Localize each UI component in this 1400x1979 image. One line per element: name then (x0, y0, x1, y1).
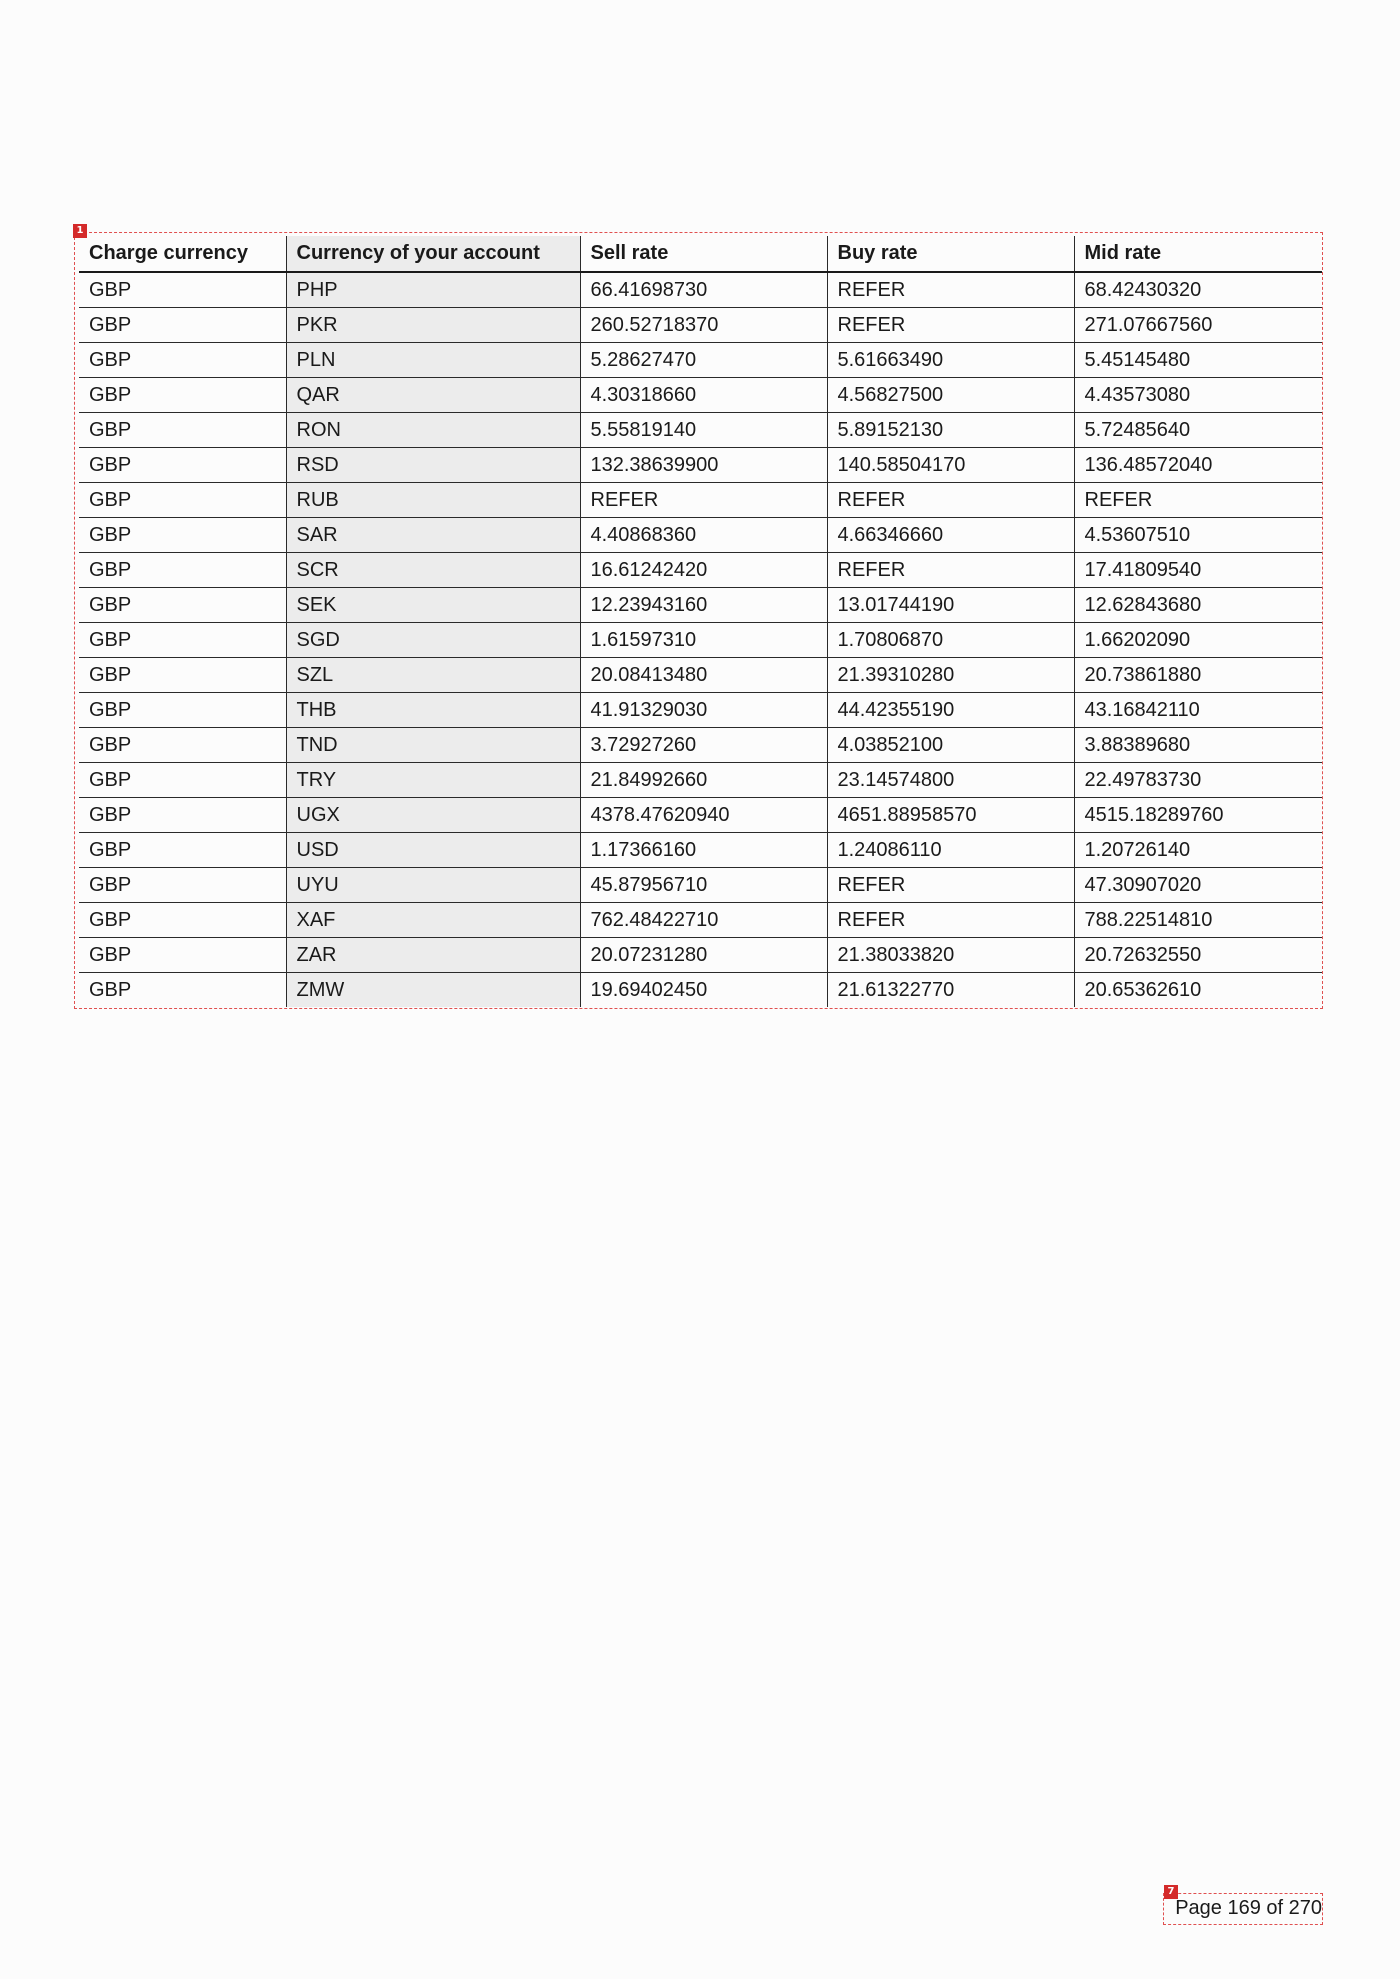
table-row (79, 728, 1322, 763)
buy-rate-cell: 1.70806870 (827, 623, 1074, 658)
sell-rate-cell: 4378.47620940 (580, 798, 827, 833)
charge-currency-cell: GBP (79, 728, 286, 763)
account-currency-cell: SCR (286, 553, 580, 588)
charge-currency-cell: GBP (79, 938, 286, 973)
table-body (79, 272, 1322, 1007)
charge-currency-cell: GBP (79, 413, 286, 448)
table-row (79, 798, 1322, 833)
buy-rate-cell: 44.42355190 (827, 693, 1074, 728)
mid-rate-cell: 22.49783730 (1074, 763, 1322, 798)
sell-rate-cell: 20.08413480 (580, 658, 827, 693)
table-row (79, 938, 1322, 973)
charge-currency-cell: GBP (79, 588, 286, 623)
charge-currency-cell: GBP (79, 658, 286, 693)
account-currency-cell: TRY (286, 763, 580, 798)
buy-rate-cell: REFER (827, 553, 1074, 588)
charge-currency-cell: GBP (79, 868, 286, 903)
charge-currency-cell: GBP (79, 272, 286, 308)
mid-rate-cell: 43.16842110 (1074, 693, 1322, 728)
sell-rate-cell: 1.17366160 (580, 833, 827, 868)
table-row (79, 973, 1322, 1008)
page-number: Page 169 of 270 (1175, 1897, 1322, 1919)
header-sell-rate: Sell rate (580, 236, 827, 272)
sell-rate-cell: REFER (580, 483, 827, 518)
account-currency-cell: RUB (286, 483, 580, 518)
buy-rate-cell: 5.61663490 (827, 343, 1074, 378)
mid-rate-cell: 5.45145480 (1074, 343, 1322, 378)
region-marker-table: 1 (73, 224, 87, 238)
account-currency-cell: USD (286, 833, 580, 868)
account-currency-cell: SEK (286, 588, 580, 623)
account-currency-cell: PHP (286, 272, 580, 308)
charge-currency-cell: GBP (89, 978, 132, 1001)
table-row (79, 413, 1322, 448)
buy-rate-cell: 21.39310280 (827, 658, 1074, 693)
mid-rate-cell: 1.66202090 (1074, 623, 1322, 658)
region-marker-footer: 7 (1164, 1885, 1178, 1899)
mid-rate-cell: 5.72485640 (1074, 413, 1322, 448)
charge-currency-cell: GBP (79, 343, 286, 378)
mid-rate-cell: 20.65362610 (1074, 973, 1322, 1008)
mid-rate-cell: 788.22514810 (1074, 903, 1322, 938)
table-row (79, 553, 1322, 588)
table-row (79, 763, 1322, 798)
account-currency-cell: RSD (286, 448, 580, 483)
account-currency-cell: SZL (286, 658, 580, 693)
table-row (79, 272, 1322, 308)
table-row (79, 518, 1322, 553)
sell-rate-cell: 66.41698730 (580, 272, 827, 308)
charge-currency-cell: GBP (79, 483, 286, 518)
mid-rate-cell: 47.30907020 (1074, 868, 1322, 903)
buy-rate-cell: 1.24086110 (827, 833, 1074, 868)
exchange-rates-table (79, 236, 1322, 1007)
buy-rate-cell: 13.01744190 (827, 588, 1074, 623)
table-header-row (79, 236, 1322, 272)
mid-rate-cell: 4.43573080 (1074, 378, 1322, 413)
sell-rate-cell: 45.87956710 (580, 868, 827, 903)
charge-currency-cell: GBP (79, 903, 286, 938)
buy-rate-cell: REFER (827, 483, 1074, 518)
table-row (79, 693, 1322, 728)
mid-rate-cell: 20.72632550 (1074, 938, 1322, 973)
table-row (79, 588, 1322, 623)
header-buy-rate: Buy rate (827, 236, 1074, 272)
buy-rate-cell: 4651.88958570 (827, 798, 1074, 833)
table-row (79, 483, 1322, 518)
sell-rate-cell: 41.91329030 (580, 693, 827, 728)
sell-rate-cell: 12.23943160 (580, 588, 827, 623)
table-row (79, 658, 1322, 693)
charge-currency-cell: GBP (79, 833, 286, 868)
sell-rate-cell: 21.84992660 (580, 763, 827, 798)
mid-rate-cell: 4.53607510 (1074, 518, 1322, 553)
charge-currency-cell: GBP (79, 553, 286, 588)
table-row (79, 623, 1322, 658)
mid-rate-cell: 17.41809540 (1074, 553, 1322, 588)
account-currency-cell: PKR (286, 308, 580, 343)
charge-currency-cell: GBP (79, 693, 286, 728)
buy-rate-cell: REFER (827, 868, 1074, 903)
sell-rate-cell: 20.07231280 (580, 938, 827, 973)
account-currency-cell: ZMW (286, 973, 580, 1008)
buy-rate-cell: 23.14574800 (827, 763, 1074, 798)
mid-rate-cell: 4515.18289760 (1074, 798, 1322, 833)
account-currency-cell: RON (286, 413, 580, 448)
sell-rate-cell: 5.55819140 (580, 413, 827, 448)
account-currency-cell: SAR (286, 518, 580, 553)
buy-rate-cell: REFER (827, 272, 1074, 308)
sell-rate-cell: 4.40868360 (580, 518, 827, 553)
mid-rate-cell: 12.62843680 (1074, 588, 1322, 623)
table-row (79, 308, 1322, 343)
sell-rate-cell: 1.61597310 (580, 623, 827, 658)
sell-rate-cell: 3.72927260 (580, 728, 827, 763)
buy-rate-cell: 4.56827500 (827, 378, 1074, 413)
buy-rate-cell: REFER (827, 903, 1074, 938)
account-currency-cell: TND (286, 728, 580, 763)
account-currency-cell: SGD (286, 623, 580, 658)
header-mid-rate: Mid rate (1074, 236, 1322, 272)
sell-rate-cell: 762.48422710 (580, 903, 827, 938)
buy-rate-cell: REFER (827, 308, 1074, 343)
account-currency-cell: XAF (286, 903, 580, 938)
charge-currency-cell: GBP (79, 623, 286, 658)
mid-rate-cell: 20.73861880 (1074, 658, 1322, 693)
table-row (79, 343, 1322, 378)
sell-rate-cell: 260.52718370 (580, 308, 827, 343)
account-currency-cell: THB (286, 693, 580, 728)
mid-rate-cell: 1.20726140 (1074, 833, 1322, 868)
charge-currency-cell: GBP (79, 763, 286, 798)
mid-rate-cell: REFER (1074, 483, 1322, 518)
account-currency-cell: ZAR (286, 938, 580, 973)
buy-rate-cell: 4.03852100 (827, 728, 1074, 763)
buy-rate-cell: 4.66346660 (827, 518, 1074, 553)
table-row (79, 833, 1322, 868)
sell-rate-cell: 132.38639900 (580, 448, 827, 483)
table-row (79, 378, 1322, 413)
account-currency-cell: PLN (286, 343, 580, 378)
mid-rate-cell: 136.48572040 (1074, 448, 1322, 483)
buy-rate-cell: 21.61322770 (827, 973, 1074, 1008)
buy-rate-cell: 140.58504170 (827, 448, 1074, 483)
header-account-currency: Currency of your account (286, 236, 580, 272)
account-currency-cell: UGX (286, 798, 580, 833)
sell-rate-cell: 19.69402450 (580, 973, 827, 1008)
buy-rate-cell: 21.38033820 (827, 938, 1074, 973)
table-row (79, 868, 1322, 903)
account-currency-cell: QAR (286, 378, 580, 413)
buy-rate-cell: 5.89152130 (827, 413, 1074, 448)
sell-rate-cell: 4.30318660 (580, 378, 827, 413)
table-row (79, 448, 1322, 483)
charge-currency-cell: GBP (79, 518, 286, 553)
charge-currency-cell: GBP (79, 448, 286, 483)
sell-rate-cell: 16.61242420 (580, 553, 827, 588)
account-currency-cell: UYU (286, 868, 580, 903)
charge-currency-cell: GBP (79, 378, 286, 413)
charge-currency-cell: GBP (79, 798, 286, 833)
charge-currency-cell: GBP (79, 308, 286, 343)
mid-rate-cell: 3.88389680 (1074, 728, 1322, 763)
mid-rate-cell: 271.07667560 (1074, 308, 1322, 343)
sell-rate-cell: 5.28627470 (580, 343, 827, 378)
header-charge-currency: Charge currency (79, 236, 286, 272)
mid-rate-cell: 68.42430320 (1074, 272, 1322, 308)
table-row (79, 903, 1322, 938)
